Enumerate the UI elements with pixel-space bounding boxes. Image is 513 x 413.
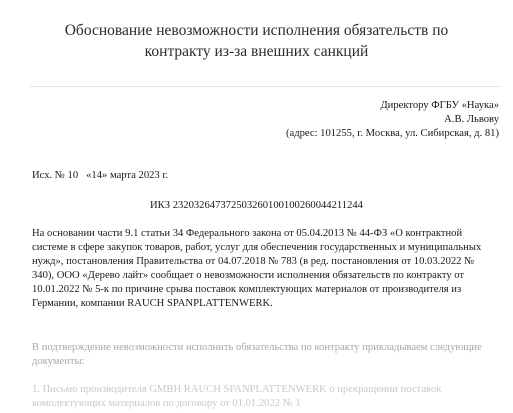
document-title-line-2: контракту из-за внешних санкций — [144, 43, 369, 60]
addressee-address: (адрес: 101255, г. Москва, ул. Сибирская, д. 81) — [285, 128, 499, 139]
title-divider — [30, 86, 501, 87]
outgoing-reference — [32, 169, 168, 183]
attachments-intro: В подтверждение невозможности исполнить обязательства по контракту прикладываем следующие документы: — [32, 342, 482, 367]
addressee-block — [199, 99, 499, 141]
document-title-line-1: Обоснование невозможности исполнения обязательств по — [64, 22, 449, 39]
ikz-code: ИКЗ 232032647372503260100100260044211244 — [150, 200, 363, 211]
attachment-item-1: 1. Письмо производителя GMBH RAUCH SPANPLATTENWERK о прекращении поставок комплектующих материалов по договору от 01.01.2022 № 1 — [32, 384, 442, 409]
addressee-name: А.В. Львову — [444, 114, 499, 125]
addressee-position: Директору ФГБУ «Наука» — [380, 100, 499, 111]
outgoing-number: Исх. № 10 — [32, 170, 79, 181]
document-title — [20, 20, 493, 62]
body-paragraph: На основании части 9.1 статьи 34 Федерального закона от 05.04.2013 № 44-ФЗ «О контрактной системе в сфере закупок товаров, работ, услуг для обеспечения государственных и муниципальных нужд», постановления Правительства от 04.07.2018 № 783 (в ред. постановления от 10.03.2022 № 340), ООО «Дерево лайт» сообщает о невозможности исполнения обязательств по контракту от 10.01.2022 № 5-к по причине срыва поставок комплектующих материалов от производителя из Германии, компании RAUCH SPANPLATTENWERK. — [32, 228, 482, 309]
outgoing-date: «14» марта 2023 г. — [86, 170, 169, 181]
